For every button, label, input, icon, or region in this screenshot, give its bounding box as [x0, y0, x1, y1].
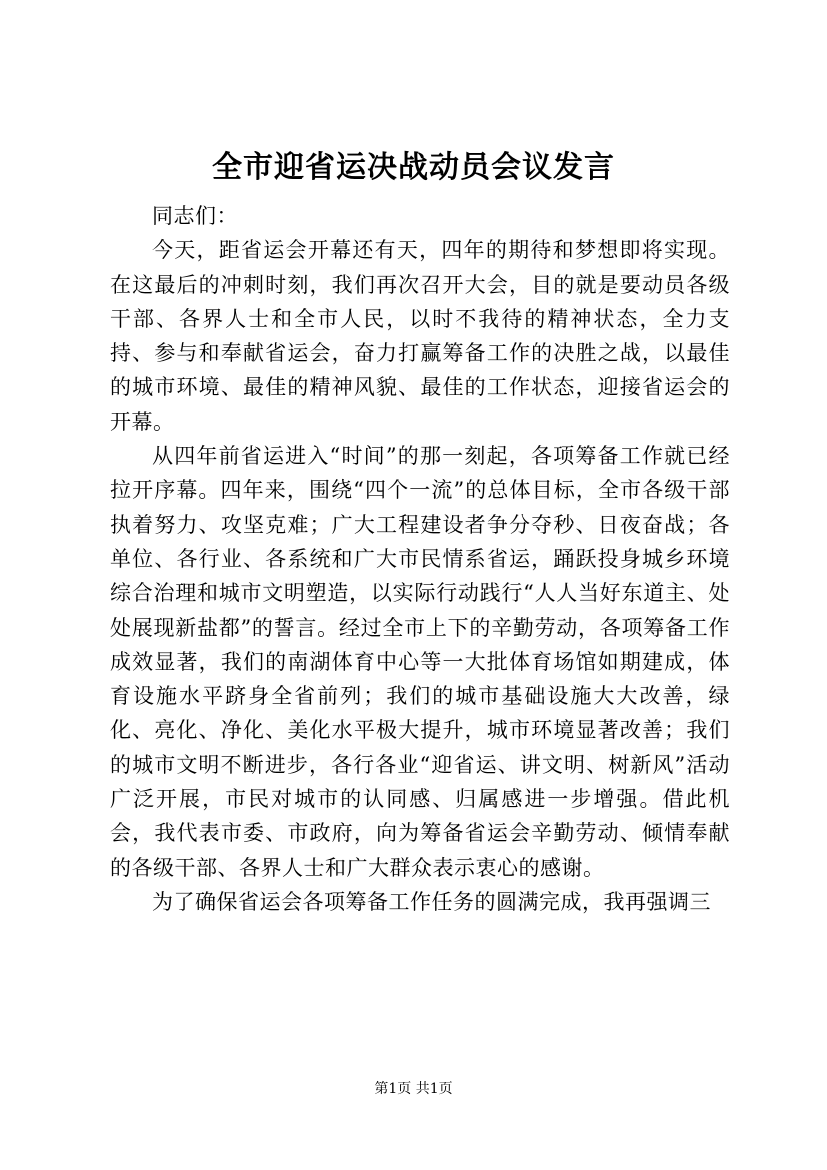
paragraph-2: 从四年前省运进入“时间”的那一刻起，各项筹备工作就已经拉开序幕。四年来，围绕“四个一流”的总体目标，全市各级干部执着努力、攻坚克难；广大工程建设者争分夺秒、日夜奋战；各单位、各行业、各系统和广大市民情系省运，踊跃投身城乡环境综合治理和城市文明塑造，以实际行动践行“人人当好东道主、处处展现新盐都”的誓言。经过全市上下的辛勤劳动，各项筹备工作成效显著，我们的南湖体育中心等一大批体育场馆如期建成，体育设施水平跻身全省前列；我们的城市基础设施大大改善，绿化、亮化、净化、美化水平极大提升，城市环境显著改善；我们的城市文明不断进步，各行各业“迎省运、讲文明、树新风”活动广泛开展，市民对城市的认同感、归属感进一步增强。借此机会，我代表市委、市政府，向为筹备省运会辛勤劳动、倾情奉献的各级干部、各界人士和广大群众表示衷心的感谢。 — [110, 444, 730, 880]
document-title: 全市迎省运决战动员会议发言 — [212, 150, 615, 185]
salutation: 同志们： — [152, 204, 238, 228]
page-footer: 第1页 共1页 — [374, 1081, 453, 1097]
paragraph-1: 今天，距省运会开幕还有天，四年的期待和梦想即将实现。在这最后的冲刺时刻，我们再次召开大会，目的就是要动员各级干部、各界人士和全市人民，以时不我待的精神状态，全力支持、参与和奉献省运会，奋力打赢筹备工作的决胜之战，以最佳的城市环境、最佳的精神风貌、最佳的工作状态，迎接省运会的开幕。 — [110, 238, 730, 434]
paragraph-3: 为了确保省运会各项筹备工作任务的圆满完成，我再强调三 — [152, 889, 711, 914]
document-body — [110, 199, 730, 919]
